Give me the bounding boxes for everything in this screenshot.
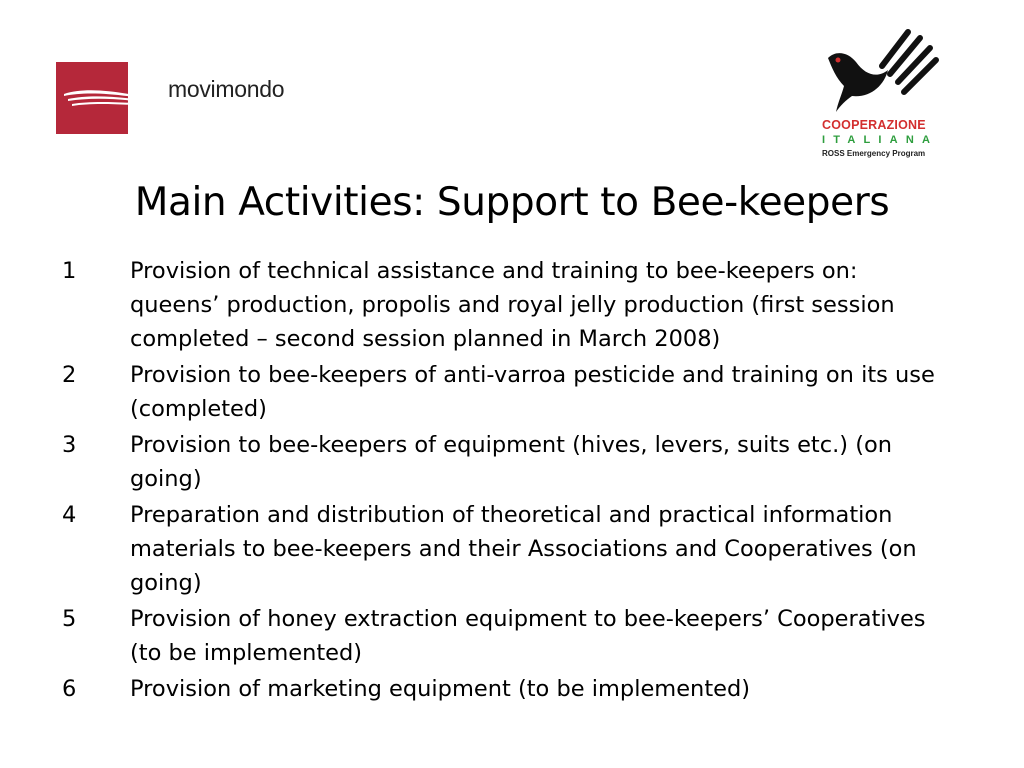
coop-line-3: ROSS Emergency Program <box>822 149 926 158</box>
movimondo-logo <box>56 62 285 134</box>
activity-list <box>62 254 962 708</box>
list-item <box>62 358 962 426</box>
list-item <box>62 602 962 670</box>
item-number: 1 <box>62 258 77 284</box>
item-text: Provision to bee-keepers of anti-varroa pesticide and training on its use (completed) <box>130 362 935 422</box>
item-text: Provision of honey extraction equipment to bee-keepers’ Cooperatives (to be implemented) <box>130 606 926 666</box>
movimondo-wordmark: movimondo <box>168 76 285 102</box>
item-number: 2 <box>62 362 77 388</box>
item-number: 3 <box>62 432 77 458</box>
list-item <box>62 254 962 356</box>
list-item <box>62 428 962 496</box>
coop-line-1: COOPERAZIONE <box>822 118 926 132</box>
cooperazione-logo <box>818 26 948 162</box>
item-text: Provision of technical assistance and training to bee-keepers on: queens’ production, propolis and royal jelly production (first session completed – second session planned in March 2008) <box>130 258 895 352</box>
coop-line-2: ITALIANA <box>822 134 939 146</box>
item-number: 4 <box>62 502 77 528</box>
item-number: 5 <box>62 606 77 632</box>
item-number: 6 <box>62 676 77 702</box>
item-text: Provision to bee-keepers of equipment (hives, levers, suits etc.) (on going) <box>130 432 893 492</box>
slide-title: Main Activities: Support to Bee-keepers <box>134 180 890 225</box>
list-item <box>62 498 962 600</box>
list-item <box>62 672 962 706</box>
item-text: Preparation and distribution of theoretical and practical information materials to bee-keepers and their Associations and Cooperatives (on going) <box>130 502 917 596</box>
item-text: Provision of marketing equipment (to be implemented) <box>130 676 751 702</box>
swoosh-icon <box>62 86 136 108</box>
dove-hand-icon <box>822 26 940 114</box>
